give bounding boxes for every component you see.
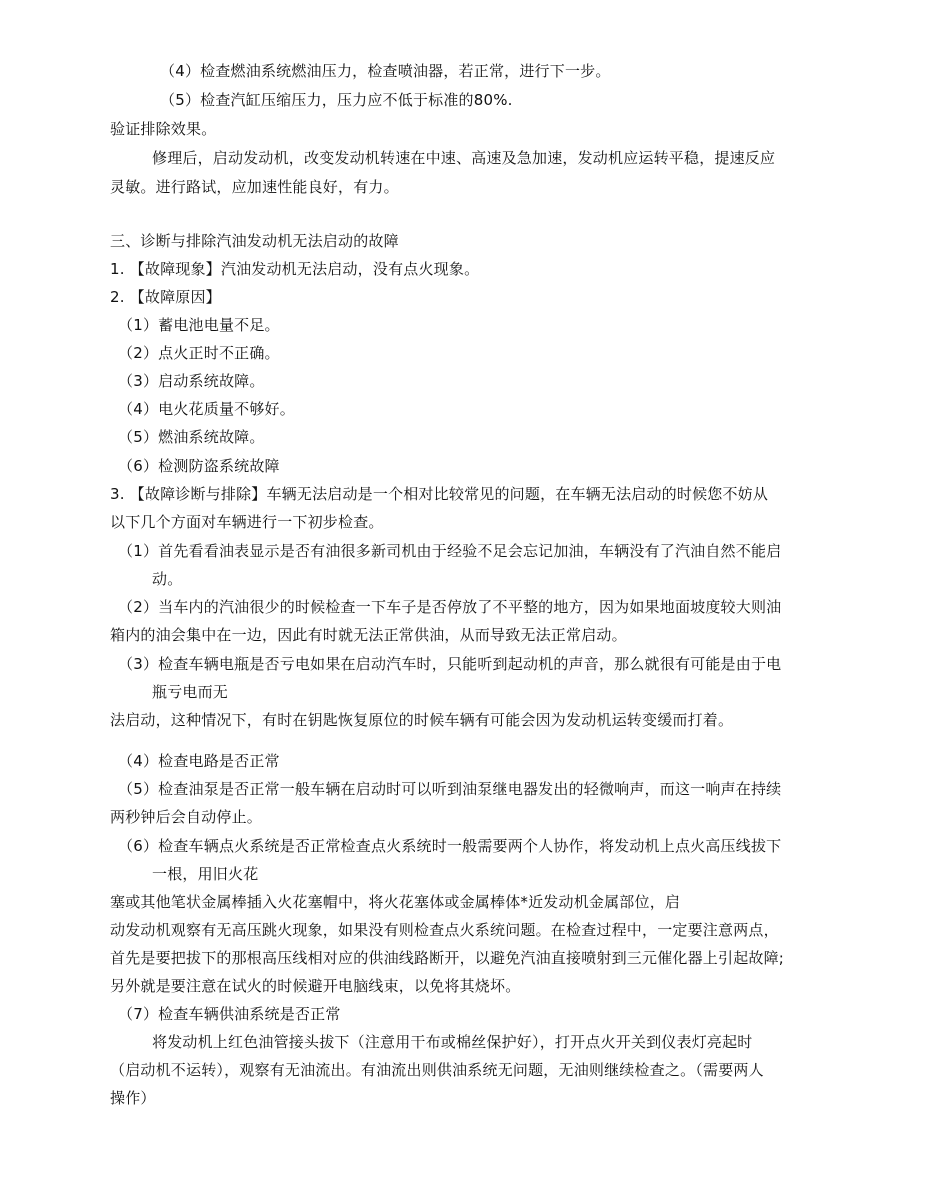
text-line: 灵敏。进行路试，应加速性能良好，有力。 [110,178,399,196]
list-item: （4）电火花质量不够好。 [118,400,295,418]
text-line: 法启动，这种情况下，有时在钥匙恢复原位的时候车辆有可能会因为发动机运转变缓而打着。 [110,711,734,729]
list-item: （5）检查油泵是否正常一般车辆在启动时可以听到油泵继电器发出的轻微响声，而这一响声在持续 [118,780,782,798]
list-item: （1）首先看看油表显示是否有油很多新司机由于经验不足会忘记加油，车辆没有了汽油自然不能启 [118,542,782,560]
text-line: （启动机不运转），观察有无油流出。有油流出则供油系统无问题，无油则继续检查之。（需要两人 [110,1061,764,1079]
text-line: 操作） [110,1089,156,1107]
list-item: （5）燃油系统故障。 [118,428,265,446]
list-item: （2）当车内的汽油很少的时候检查一下车子是否停放了不平整的地方，因为如果地面坡度较大则油 [118,598,782,616]
text-line: 动发动机观察有无高压跳火现象，如果没有则检查点火系统问题。在检查过程中，一定要注意两点， [110,921,779,939]
text-line: 修理后，启动发动机，改变发动机转速在中速、高速及急加速，发动机应运转平稳，提速反应 [152,149,776,167]
list-item: （4）检查电路是否正常 [118,752,280,770]
text-line: 1. 【故障现象】汽油发动机无法启动，没有点火现象。 [110,260,480,278]
text-line: 验证排除效果。 [110,120,217,138]
text-line: 一根，用旧火花 [152,865,259,883]
list-item: （6）检查车辆点火系统是否正常检查点火系统时一般需要两个人协作，将发动机上点火高压线拔下 [118,837,782,855]
text-line: 箱内的油会集中在一边，因此有时就无法正常供油，从而导致无法正常启动。 [110,626,627,644]
list-item: （1）蓄电池电量不足。 [118,316,280,334]
list-item: （3）启动系统故障。 [118,372,265,390]
text-line: （4）检查燃油系统燃油压力，检查喷油器，若正常，进行下一步。 [160,62,611,80]
text-line: 以下几个方面对车辆进行一下初步检查。 [110,513,384,531]
list-item: （2）点火正时不正确。 [118,344,280,362]
section-heading: 三、诊断与排除汽油发动机无法启动的故障 [110,232,399,250]
text-line: 动。 [152,570,183,588]
list-item: （6）检测防盗系统故障 [118,457,280,475]
text-line: 塞或其他笔状金属棒插入火花塞帽中，将火花塞体或金属棒体*近发动机金属部位，启 [110,893,681,911]
list-item: （7）检查车辆供油系统是否正常 [118,1005,341,1023]
text-line: 3. 【故障诊断与排除】车辆无法启动是一个相对比较常见的问题，在车辆无法启动的时候您不妨从 [110,485,769,503]
text-line: 将发动机上红色油管接头拔下（注意用干布或棉丝保护好），打开点火开关到仪表灯亮起时 [152,1033,753,1051]
text-line: 瓶亏电而无 [152,683,229,701]
text-line: 首先是要把拔下的那根高压线相对应的供油线路断开，以避免汽油直接喷射到三元催化器上引起故障; [110,949,785,967]
text-line: （5）检查汽缸压缩压力，压力应不低于标准的80%. [160,91,513,109]
text-line: 另外就是要注意在试火的时候避开电脑线束，以免将其烧坏。 [110,977,521,995]
text-line: 2. 【故障原因】 [110,288,221,306]
text-line: 两秒钟后会自动停止。 [110,808,263,826]
list-item: （3）检查车辆电瓶是否亏电如果在启动汽车时，只能听到起动机的声音，那么就很有可能是由于电 [118,655,782,673]
